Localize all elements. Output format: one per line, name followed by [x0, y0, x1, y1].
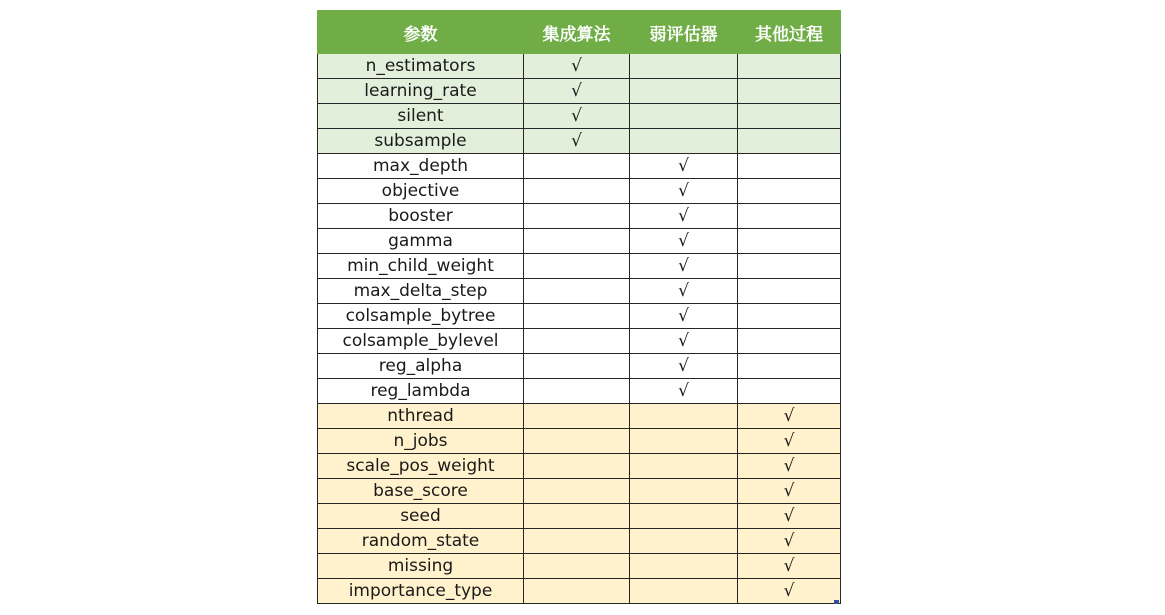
check-cell-weak	[630, 54, 738, 79]
table-row	[318, 254, 841, 279]
param-name-cell: nthread	[318, 404, 524, 429]
check-cell-weak: √	[630, 304, 738, 329]
check-cell-weak: √	[630, 379, 738, 404]
check-cell-ensemble	[524, 554, 630, 579]
check-cell-other	[738, 154, 841, 179]
table-row	[318, 479, 841, 504]
param-name-cell: booster	[318, 204, 524, 229]
param-name-cell: silent	[318, 104, 524, 129]
check-cell-other	[738, 129, 841, 154]
check-cell-weak: √	[630, 154, 738, 179]
check-cell-weak: √	[630, 229, 738, 254]
check-cell-other	[738, 329, 841, 354]
header-weak-estimator: 弱评估器	[630, 11, 738, 54]
check-cell-weak	[630, 529, 738, 554]
param-name-cell: colsample_bylevel	[318, 329, 524, 354]
check-cell-ensemble	[524, 254, 630, 279]
check-cell-ensemble: √	[524, 54, 630, 79]
check-cell-other	[738, 79, 841, 104]
param-name-cell: scale_pos_weight	[318, 454, 524, 479]
check-cell-ensemble	[524, 479, 630, 504]
table-row	[318, 229, 841, 254]
param-name-cell: colsample_bytree	[318, 304, 524, 329]
table-row	[318, 454, 841, 479]
table-row	[318, 54, 841, 79]
check-cell-ensemble	[524, 304, 630, 329]
param-name-cell: max_delta_step	[318, 279, 524, 304]
check-cell-other: √	[738, 429, 841, 454]
check-cell-ensemble	[524, 229, 630, 254]
check-cell-weak	[630, 579, 738, 604]
header-other-process: 其他过程	[738, 11, 841, 54]
check-cell-ensemble	[524, 379, 630, 404]
header-row	[318, 11, 841, 54]
param-name-cell: base_score	[318, 479, 524, 504]
check-cell-other	[738, 229, 841, 254]
check-cell-ensemble: √	[524, 129, 630, 154]
table-row	[318, 429, 841, 454]
check-cell-weak: √	[630, 254, 738, 279]
check-cell-weak	[630, 129, 738, 154]
header-param: 参数	[318, 11, 524, 54]
table-row	[318, 154, 841, 179]
table-row	[318, 504, 841, 529]
check-cell-weak: √	[630, 329, 738, 354]
param-name-cell: objective	[318, 179, 524, 204]
check-cell-other	[738, 279, 841, 304]
check-cell-weak	[630, 479, 738, 504]
check-cell-other	[738, 179, 841, 204]
check-cell-weak	[630, 429, 738, 454]
table-row	[318, 104, 841, 129]
check-cell-ensemble	[524, 579, 630, 604]
check-cell-other: √	[738, 579, 841, 604]
check-cell-other: √	[738, 529, 841, 554]
check-cell-other: √	[738, 404, 841, 429]
selection-handle[interactable]	[834, 600, 839, 604]
check-cell-other: √	[738, 504, 841, 529]
check-cell-weak	[630, 104, 738, 129]
check-cell-ensemble	[524, 279, 630, 304]
check-cell-other	[738, 304, 841, 329]
param-name-cell: learning_rate	[318, 79, 524, 104]
check-cell-ensemble	[524, 354, 630, 379]
table-row	[318, 379, 841, 404]
table-row	[318, 179, 841, 204]
check-cell-other: √	[738, 454, 841, 479]
table-row	[318, 329, 841, 354]
param-name-cell: importance_type	[318, 579, 524, 604]
table-body	[318, 54, 841, 604]
param-name-cell: gamma	[318, 229, 524, 254]
check-cell-other	[738, 379, 841, 404]
check-cell-weak	[630, 554, 738, 579]
param-name-cell: reg_alpha	[318, 354, 524, 379]
check-cell-other	[738, 204, 841, 229]
param-name-cell: subsample	[318, 129, 524, 154]
param-name-cell: seed	[318, 504, 524, 529]
check-cell-ensemble	[524, 404, 630, 429]
check-cell-weak: √	[630, 279, 738, 304]
table-row	[318, 354, 841, 379]
parameter-table	[317, 10, 841, 604]
check-cell-weak: √	[630, 204, 738, 229]
check-cell-weak	[630, 404, 738, 429]
table-row	[318, 404, 841, 429]
table-row	[318, 79, 841, 104]
check-cell-other: √	[738, 479, 841, 504]
check-cell-other: √	[738, 554, 841, 579]
table-row	[318, 579, 841, 604]
check-cell-ensemble	[524, 179, 630, 204]
check-cell-weak: √	[630, 179, 738, 204]
check-cell-other	[738, 254, 841, 279]
check-cell-ensemble	[524, 329, 630, 354]
check-cell-weak: √	[630, 354, 738, 379]
param-name-cell: n_estimators	[318, 54, 524, 79]
param-name-cell: n_jobs	[318, 429, 524, 454]
header-ensemble: 集成算法	[524, 11, 630, 54]
check-cell-weak	[630, 454, 738, 479]
param-name-cell: missing	[318, 554, 524, 579]
table-row	[318, 129, 841, 154]
check-cell-other	[738, 104, 841, 129]
check-cell-ensemble: √	[524, 79, 630, 104]
check-cell-other	[738, 354, 841, 379]
table-row	[318, 279, 841, 304]
check-cell-other	[738, 54, 841, 79]
check-cell-ensemble	[524, 504, 630, 529]
table-row	[318, 204, 841, 229]
param-name-cell: min_child_weight	[318, 254, 524, 279]
param-name-cell: random_state	[318, 529, 524, 554]
check-cell-ensemble	[524, 204, 630, 229]
check-cell-weak	[630, 504, 738, 529]
param-name-cell: reg_lambda	[318, 379, 524, 404]
table-row	[318, 304, 841, 329]
check-cell-ensemble	[524, 529, 630, 554]
check-cell-ensemble: √	[524, 104, 630, 129]
check-cell-ensemble	[524, 154, 630, 179]
check-cell-ensemble	[524, 429, 630, 454]
check-cell-weak	[630, 79, 738, 104]
param-name-cell: max_depth	[318, 154, 524, 179]
table-row	[318, 554, 841, 579]
check-cell-ensemble	[524, 454, 630, 479]
table-row	[318, 529, 841, 554]
